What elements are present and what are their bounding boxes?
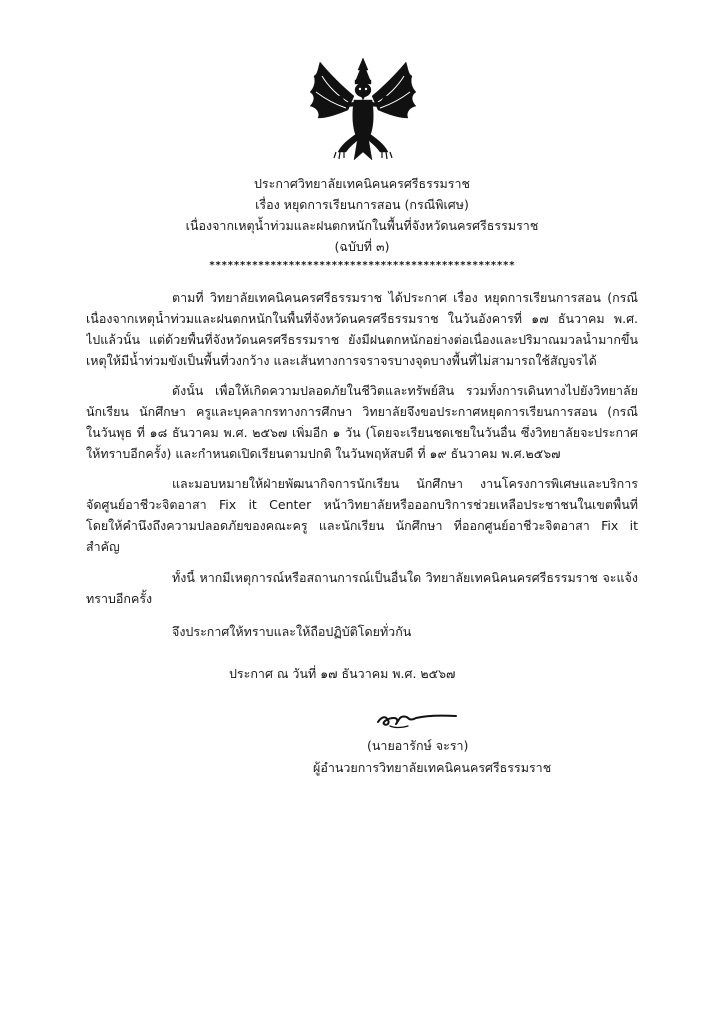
paragraph-1-line-2: เนื่องจากเหตุน้ำท่วมและฝนตกหนักในพื้นที่จังหวัดนครศรีธรรมราช ในวันอังคารที่ ๑๗ ธันวาคม พ.ศ.	[86, 311, 638, 326]
announcement-subject: เรื่อง หยุดการเรียนการสอน (กรณีพิเศษ)	[255, 197, 469, 212]
announcement-reason: เนื่องจากเหตุน้ำท่วมและฝนตกหนักในพื้นที่จังหวัดนครศรีธรรมราช	[185, 218, 539, 233]
paragraph-3-line-2: จัดศูนย์อาชีวะจิตอาสา Fix it Center หน้าวิทยาลัยหรือออกบริการช่วยเหลือประชาชนในเขตพื้นที่	[86, 497, 638, 512]
paragraph-2-line-2: นักเรียน นักศึกษา ครูและบุคลากรทางการศึกษา วิทยาลัยจึงขอประกาศหยุดการเรียนการสอน (กรณี	[86, 404, 638, 419]
paragraph-3-line-4: สำคัญ	[86, 539, 120, 554]
garuda-emblem-icon	[302, 56, 424, 166]
paragraph-2-line-4: ให้ทราบอีกครั้ง) และกำหนดเปิดเรียนตามปกติ ในวันพฤหัสบดี ที่ ๑๙ ธันวาคม พ.ศ.๒๕๖๗	[86, 446, 561, 461]
paragraph-1-line-4: เหตุให้มีน้ำท่วมขังเป็นพื้นที่วงกว้าง และเส้นทางการจราจรบางจุดบางพื้นที่ไม่สามารถใช้สัญจรได้	[86, 353, 597, 368]
paragraph-1-line-1: ตามที่ วิทยาลัยเทคนิคนครศรีธรรมราช ได้ประกาศ เรื่อง หยุดการเรียนการสอน (กรณี	[172, 290, 638, 305]
issue-number: (ฉบับที่ ๓)	[334, 239, 390, 254]
paragraph-2-line-3: ในวันพุธ ที่ ๑๘ ธันวาคม พ.ศ. ๒๕๖๗ เพิ่มอีก ๑ วัน (โดยจะเรียนชดเชยในวันอื่น ซึ่งวิทยาลัยจะประกาศ	[86, 425, 638, 440]
paragraph-4-line-2: ทราบอีกครั้ง	[86, 591, 153, 606]
signature-icon	[372, 706, 464, 732]
paragraph-1-line-3: ไปแล้วนั้น แต่ด้วยพื้นที่จังหวัดนครศรีธรรมราช ยังมีฝนตกหนักอย่างต่อเนื่องและปริมาณมวลน้ำมากขึ้น	[86, 332, 638, 347]
closing-statement: จึงประกาศให้ทราบและให้ถือปฏิบัติโดยทั่วกัน	[172, 624, 412, 639]
signatory-position: ผู้อำนวยการวิทยาลัยเทคนิคนครศรีธรรมราช	[313, 760, 552, 775]
paragraph-3-line-1: และมอบหมายให้ฝ่ายพัฒนากิจการนักเรียน นักศึกษา งานโครงการพิเศษและบริการ	[172, 476, 638, 491]
paragraph-2-line-1: ดังนั้น เพื่อให้เกิดความปลอดภัยในชีวิตและทรัพย์สิน รวมทั้งการเดินทางไปยังวิทยาลัย	[172, 383, 638, 398]
announcement-date: ประกาศ ณ วันที่ ๑๗ ธันวาคม พ.ศ. ๒๕๖๗	[229, 666, 456, 681]
announcement-title: ประกาศวิทยาลัยเทคนิคนครศรีธรรมราช	[253, 176, 471, 191]
paragraph-4-line-1: ทั้งนี้ หากมีเหตุการณ์หรือสถานการณ์เป็นอื่นใด วิทยาลัยเทคนิคนครศรีธรรมราช จะแจ้ง	[172, 570, 638, 585]
separator-line: **************************************************	[208, 260, 516, 271]
paragraph-3-line-3: โดยให้คำนึงถึงความปลอดภัยของคณะครู และนักเรียน นักศึกษา ที่ออกศูนย์อาชีวะจิตอาสา Fix it	[86, 518, 638, 533]
signatory-name: (นายอารักษ์ จะรา)	[367, 738, 469, 753]
